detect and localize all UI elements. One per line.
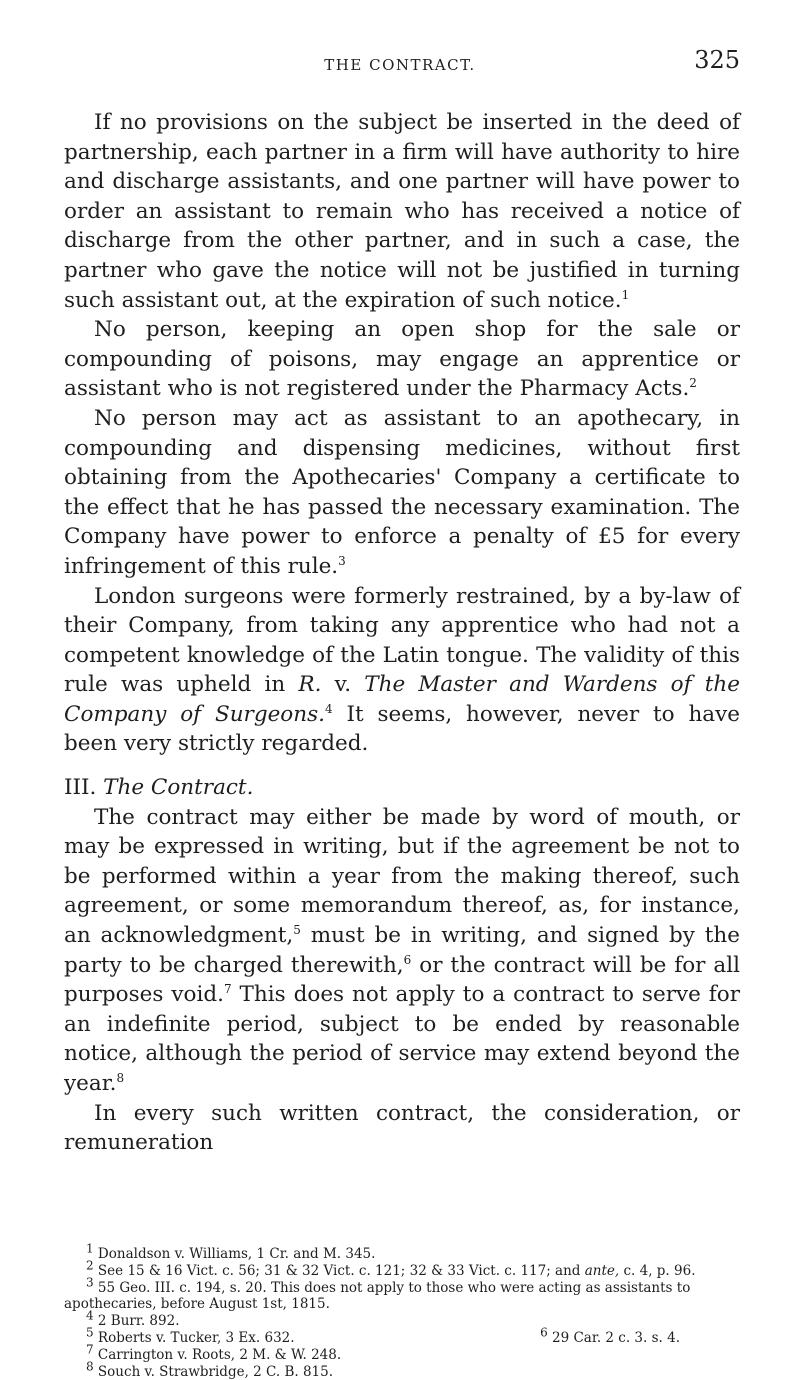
footnote-ref: 1 (621, 287, 630, 302)
footnote-number: 4 (86, 1308, 94, 1323)
footnote-number: 2 (86, 1258, 94, 1273)
footnote-number: 6 (540, 1325, 548, 1340)
footnote-ref: 5 (293, 922, 301, 937)
footnote-ref: 8 (116, 1070, 125, 1085)
paragraph-text: No person, keeping an open shop for the sale or compounding of poisons, may engage an apprentice or assistant who is not registered under the Pharmacy Acts. (64, 317, 740, 402)
paragraph-text: The contract may either be made by word of mouth, or may be expressed in writing, but if the agreement be not to be performed within a year from the making thereof, such agreement, or some memorandum thereof, as, for instance, an acknowledgment, (64, 804, 740, 949)
paragraph-apothecary (64, 404, 740, 582)
running-head: THE CONTRACT. (324, 56, 476, 74)
footnote-text: 55 Geo. III. c. 194, s. 20. This does not apply to those who were acting as assistants to apothecaries, before August 1st, 1815. (64, 1279, 691, 1313)
paragraph-contract (64, 803, 740, 1099)
paragraph-written-contract (64, 1099, 740, 1158)
section-heading (64, 773, 740, 803)
paragraph-text: This does not apply to a contract to serve for an indefinite period, subject to be ended by reasonable notice, although the period of service may extend beyond the year. (64, 982, 740, 1096)
footnote-ref: 6 (403, 952, 412, 967)
paragraph-pharmacy (64, 315, 740, 404)
footnote-text: c. 4, p. 96. (619, 1262, 696, 1279)
paragraph-text: No person may act as assistant to an apothecary, in compounding and dispensing medicines, without first obtaining from the Apothecaries' Company a certificate to the effect that he has passed the necessary examination. The Company have power to enforce a penalty of £5 for every infringement of this rule. (64, 405, 740, 579)
footnote-number: 7 (86, 1342, 94, 1357)
paragraph-surgeons (64, 582, 740, 760)
paragraph-text: If no provisions on the subject be inserted in the deed of partnership, each partner in a firm will have authority to hire and discharge assistants, and one partner will have power to order an assistant to remain who has received a notice of discharge from the other partner, and in such a case, the partner who gave the notice will not be justified in turning such assistant out, at the expiration of such notice. (64, 110, 740, 313)
footnote-number: 5 (86, 1325, 94, 1340)
paragraph-text: London surgeons were formerly restrained, by a by-law of their Company, from taking any apprentice who had not a competent knowledge of the Latin tongue. The validity of this rule was upheld in (64, 583, 740, 698)
paragraph-text: or the contract will be for all purposes void. (64, 952, 740, 1008)
footnote (64, 1342, 740, 1364)
footnote-ref: 4 (324, 701, 333, 716)
paragraph-partnership (64, 108, 740, 315)
footnote-row (64, 1325, 740, 1347)
footnote (64, 1359, 740, 1380)
footnote-text: 29 Car. 2 c. 3. s. 4. (547, 1329, 680, 1346)
footnote (64, 1325, 295, 1347)
footnote (518, 1325, 740, 1347)
paragraph-text: In every such written contract, the consideration, or remuneration (64, 1100, 740, 1156)
paragraph-text: must be in writing, and signed by the party to be charged therewith, (64, 923, 740, 978)
footnotes (64, 1241, 740, 1380)
footnote-number: 8 (86, 1359, 94, 1374)
paragraph-text: It seems, however, never to have been very strictly regarded. (64, 701, 740, 757)
body-text (64, 108, 740, 1158)
paragraph-text: v. (321, 672, 365, 698)
footnote-ref: 7 (223, 982, 232, 997)
footnote-text: 2 Burr. 892. (93, 1313, 180, 1330)
section-numeral: III. (64, 775, 97, 801)
case-name: The Master and Wardens of the Company of Surgeons. (64, 672, 740, 727)
footnote (64, 1241, 740, 1263)
footnote-text: Donaldson v. Williams, 1 Cr. and M. 345. (93, 1246, 376, 1262)
footnote-number: 1 (86, 1241, 94, 1256)
footnote-ref: 3 (338, 553, 346, 568)
footnote (64, 1308, 740, 1330)
footnote-text: Carrington v. Roots, 2 M. & W. 248. (93, 1346, 342, 1363)
footnote-text: Souch v. Strawbridge, 2 C. B. 815. (93, 1363, 334, 1380)
footnote-italic: ante, (584, 1262, 620, 1279)
footnote-text: Roberts v. Tucker, 3 Ex. 632. (93, 1329, 295, 1346)
footnote-text: See 15 & 16 Vict. c. 56; 31 & 32 Vict. c. 121; 32 & 33 Vict. c. 117; and (93, 1262, 585, 1279)
section-title: The Contract. (103, 775, 254, 801)
footnote-ref: 2 (689, 376, 697, 391)
case-name: R. (298, 672, 322, 698)
footnote-number: 3 (86, 1275, 94, 1290)
page-number: 325 (694, 46, 740, 74)
footnote (64, 1275, 740, 1314)
footnote (64, 1258, 740, 1280)
